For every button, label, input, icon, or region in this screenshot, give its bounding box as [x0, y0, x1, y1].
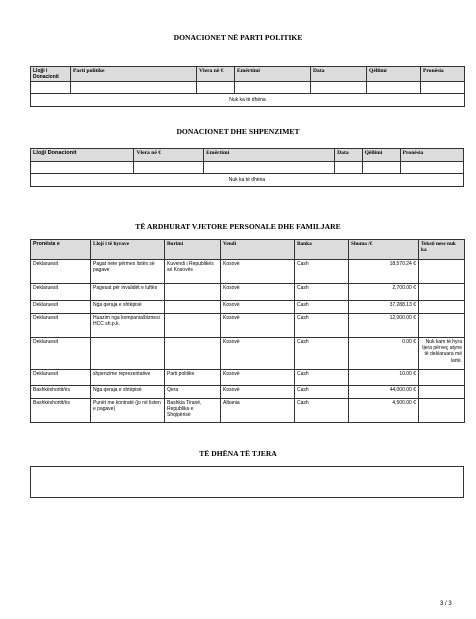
source-cell: Parti politike — [165, 370, 221, 386]
annual-income-table — [30, 239, 465, 423]
column-header: Data — [311, 67, 367, 82]
table-cell — [31, 162, 134, 174]
table-row — [31, 399, 465, 423]
table-cell — [134, 162, 204, 174]
amount-cell: 10.00 € — [349, 370, 419, 386]
bank-cell: Cash — [295, 301, 349, 314]
column-header: Lloji i të hyrave — [91, 240, 165, 260]
owner-cell: Bashkëshortit/ës — [31, 399, 91, 423]
no-data-row — [31, 174, 464, 187]
income-type-cell: Nga qeraja e shtëpisë — [91, 301, 165, 314]
bank-cell: Cash — [295, 338, 349, 370]
column-header: Llojji i Donacionit — [31, 67, 71, 82]
column-header: Banka — [295, 240, 349, 260]
table-header-row — [31, 240, 465, 260]
column-header: Vlera në € — [197, 67, 235, 82]
source-cell — [165, 314, 221, 338]
income-type-cell: Pagat nete përmes listës së pagave — [91, 260, 165, 284]
donations-expenses-table — [30, 148, 464, 187]
no-data-row — [31, 94, 465, 107]
no-data-message: Nuk ka të dhëna — [31, 94, 465, 107]
source-cell: Bashkia Tiranë, Republika e Shqipërisë — [165, 399, 221, 423]
table-row — [31, 284, 465, 301]
table-row — [31, 370, 465, 386]
column-header: Vendi — [221, 240, 295, 260]
country-cell: Kosovë — [221, 338, 295, 370]
note-cell — [419, 314, 465, 338]
country-cell: Kosovë — [221, 301, 295, 314]
note-cell — [419, 370, 465, 386]
table-cell — [235, 82, 311, 94]
amount-cell: 18,570.24 € — [349, 260, 419, 284]
country-cell: Albania — [221, 399, 295, 423]
table-cell — [335, 162, 362, 174]
bank-cell: Cash — [295, 314, 349, 338]
bank-cell: Cash — [295, 260, 349, 284]
table-cell — [400, 162, 463, 174]
country-cell: Kosovë — [221, 370, 295, 386]
note-cell — [419, 399, 465, 423]
table-cell — [367, 82, 421, 94]
country-cell: Kosovë — [221, 386, 295, 399]
party-donations-table — [30, 66, 465, 107]
owner-cell: Bashkëshortit/ës — [31, 386, 91, 399]
page-number: 3 / 3 — [440, 601, 452, 607]
source-cell: Qera — [165, 386, 221, 399]
table-row — [31, 260, 465, 284]
table-header-row — [31, 67, 465, 82]
source-cell — [165, 338, 221, 370]
table-cell — [204, 162, 335, 174]
section-title-other-data: TË DHËNA TË TJERA — [199, 449, 277, 458]
income-type-cell: shpenzime reprezentative — [91, 370, 165, 386]
column-header: Pronësia — [421, 67, 465, 82]
source-cell — [165, 284, 221, 301]
income-type-cell: Pagesat për invalidët e luftës — [91, 284, 165, 301]
amount-cell: 2,700.00 € — [349, 284, 419, 301]
income-type-cell — [91, 338, 165, 370]
owner-cell: Deklaruesit — [31, 338, 91, 370]
column-header: Teksti nese nuk ka — [419, 240, 465, 260]
owner-cell: Deklaruesit — [31, 260, 91, 284]
section-title-donations-expenses: DONACIONET DHE SHPENZIMET — [176, 127, 300, 136]
table-row — [31, 338, 465, 370]
note-cell — [419, 301, 465, 314]
note-cell — [419, 386, 465, 399]
table-cell — [197, 82, 235, 94]
owner-cell: Deklaruesit — [31, 301, 91, 314]
note-cell — [419, 284, 465, 301]
column-header: Vlera në € — [134, 149, 204, 162]
no-data-message: Nuk ka të dhëna — [31, 174, 464, 187]
table-cell — [71, 82, 197, 94]
table-row — [31, 162, 464, 174]
income-type-cell: Huazim nga kompania/biznesi HCC sh.p.k. — [91, 314, 165, 338]
amount-cell: 12,000.00 € — [349, 314, 419, 338]
source-cell: Kuvendi i Republikës së Kosovës — [165, 260, 221, 284]
country-cell: Kosovë — [221, 260, 295, 284]
column-header: Qëllimi — [367, 67, 421, 82]
column-header: Data — [335, 149, 362, 162]
table-cell — [362, 162, 400, 174]
other-data-box — [30, 466, 464, 498]
section-title-annual-income: TË ARDHURAT VJETORE PERSONALE DHE FAMILJARE — [135, 222, 341, 231]
amount-cell: 0.00 € — [349, 338, 419, 370]
bank-cell: Cash — [295, 386, 349, 399]
country-cell: Kosovë — [221, 314, 295, 338]
table-cell — [311, 82, 367, 94]
table-row — [31, 386, 465, 399]
income-type-cell: Punët me kontratë (jo në listen e pagave) — [91, 399, 165, 423]
column-header: Llojji Donacionit — [31, 149, 134, 162]
column-header: Burimi — [165, 240, 221, 260]
table-cell — [421, 82, 465, 94]
note-cell — [419, 260, 465, 284]
column-header: Qëllimi — [362, 149, 400, 162]
bank-cell: Cash — [295, 284, 349, 301]
country-cell: Kosovë — [221, 284, 295, 301]
amount-cell: 4,500.00 € — [349, 399, 419, 423]
owner-cell: Deklaruesit — [31, 370, 91, 386]
table-cell — [31, 82, 71, 94]
column-header: Emërtimi — [204, 149, 335, 162]
column-header: Pronësia — [400, 149, 463, 162]
table-header-row — [31, 149, 464, 162]
column-header: Parti politike — [71, 67, 197, 82]
amount-cell: 44,000.00 € — [349, 386, 419, 399]
column-header: Emërtimi — [235, 67, 311, 82]
table-row — [31, 301, 465, 314]
bank-cell: Cash — [295, 370, 349, 386]
bank-cell: Cash — [295, 399, 349, 423]
income-type-cell: Nga qeraja e shtëpisë — [91, 386, 165, 399]
source-cell — [165, 301, 221, 314]
table-row — [31, 314, 465, 338]
column-header: Pronësia e — [31, 240, 91, 260]
table-row — [31, 82, 465, 94]
amount-cell: 37,288.13 € — [349, 301, 419, 314]
owner-cell: Deklaruesit — [31, 314, 91, 338]
owner-cell: Deklaruesit — [31, 284, 91, 301]
column-header: Shuma /€ — [349, 240, 419, 260]
note-cell: Nuk kam të hyra tjera përveç atyne të deklaruara më lartë. — [419, 338, 465, 370]
section-title-party-donations: DONACIONET NË PARTI POLITIKE — [173, 33, 303, 42]
